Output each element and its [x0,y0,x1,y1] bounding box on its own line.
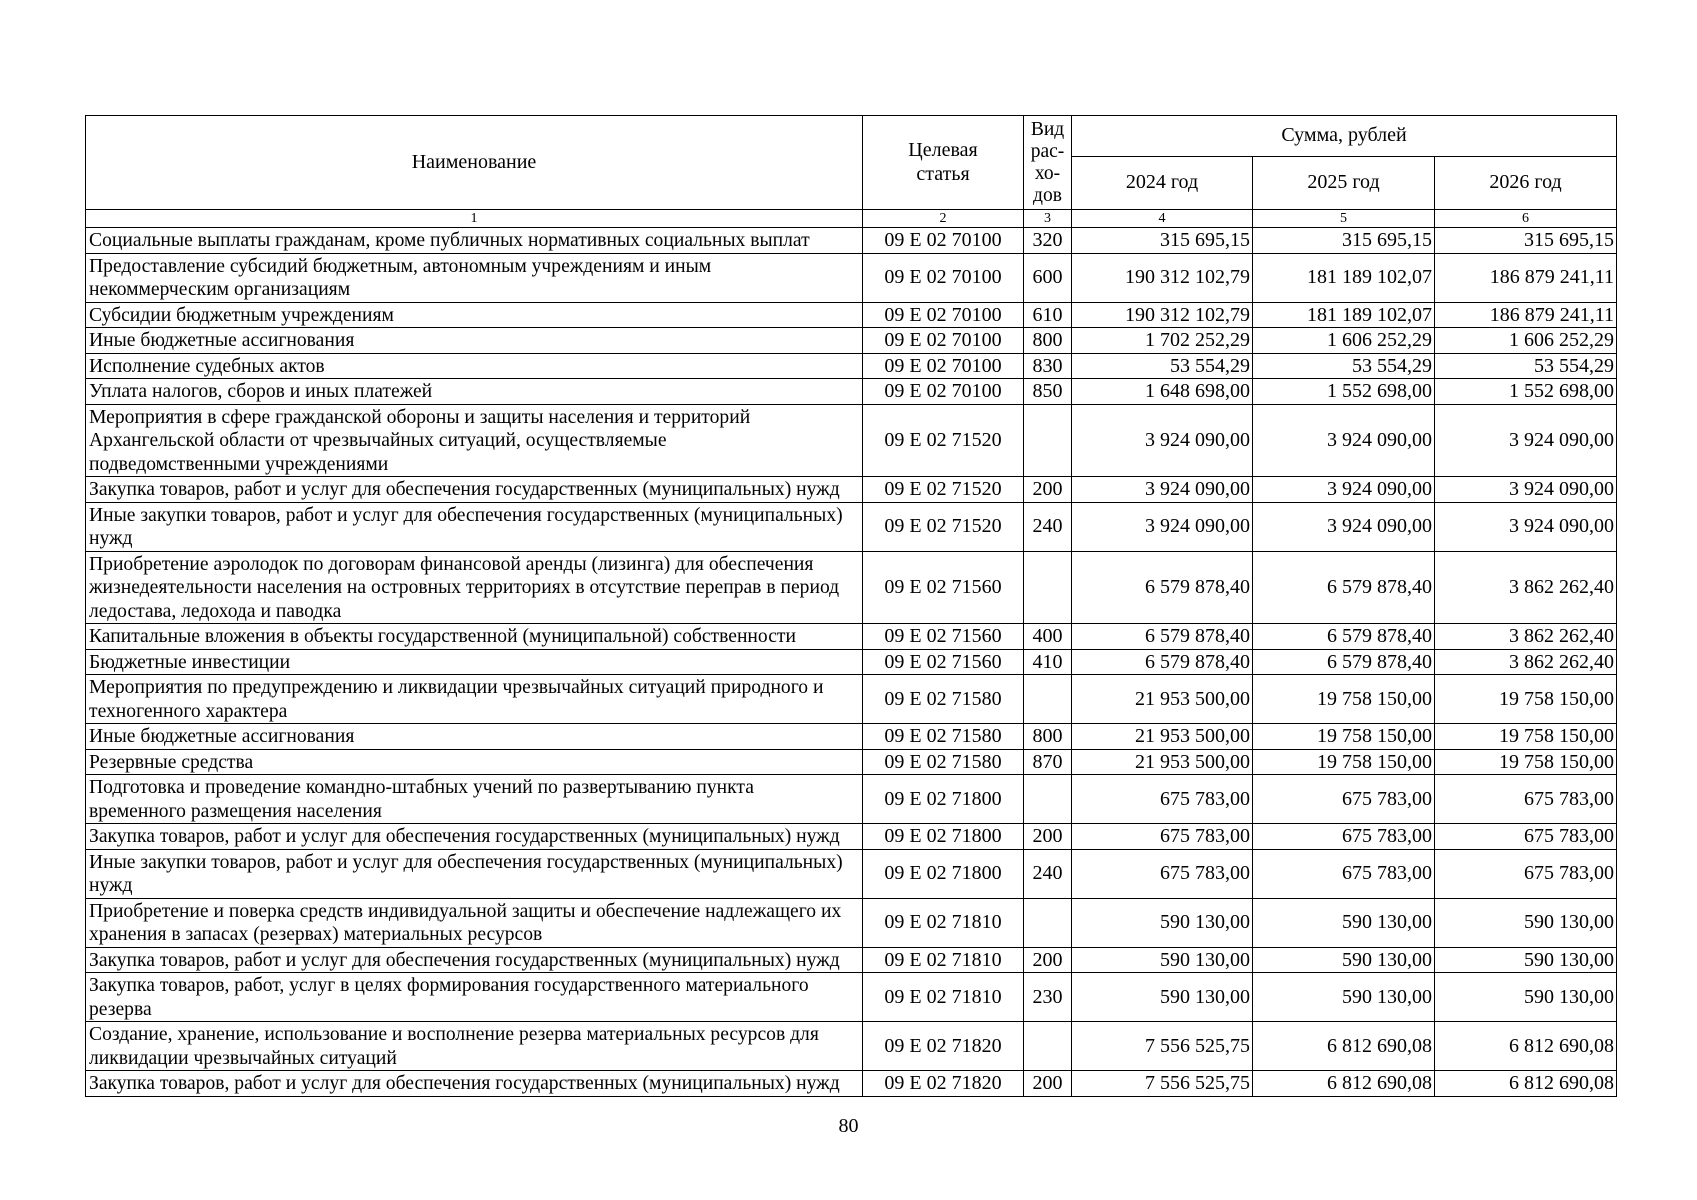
row-amount-2025: 181 189 102,07 [1253,302,1435,328]
row-name-line: Мероприятия по предупреждению и ликвидации чрезвычайных ситуаций природного и [89,677,824,698]
row-name-line: Закупка товаров, работ и услуг для обеспечения государственных (муниципальных) нужд [89,949,840,971]
column-number: 3 [1024,210,1072,228]
row-expense-kind: 240 [1024,849,1072,898]
row-amount-2024: 7 556 525,75 [1072,1022,1253,1071]
row-name-line: Архангельской области от чрезвычайных ситуаций, осуществляемые [89,430,667,451]
column-header-year-2024: 2024 год [1072,157,1253,210]
row-expense-kind [1024,551,1072,624]
row-name [86,302,863,328]
row-name [86,624,863,650]
header-row [86,116,1617,157]
row-name-line: Иные закупки товаров, работ и услуг для обеспечения государственных (муниципальных) [89,504,843,526]
row-expense-kind: 200 [1024,1071,1072,1097]
row-name [86,551,863,624]
row-amount-2025: 19 758 150,00 [1253,675,1435,724]
row-name [86,649,863,675]
row-name-line: Закупка товаров, работ и услуг для обеспечения государственных (муниципальных) нужд [89,479,840,500]
table-row [86,649,1617,675]
row-amount-2024: 3 924 090,00 [1072,502,1253,551]
row-amount-2024: 675 783,00 [1072,849,1253,898]
row-amount-2024: 590 130,00 [1072,947,1253,973]
table-header [86,116,1617,210]
row-name-line: жизнедеятельности населения на островных территориях в отсутствие переправ в период [89,577,840,598]
row-amount-2026: 590 130,00 [1435,973,1617,1022]
row-amount-2025: 6 812 690,08 [1253,1022,1435,1071]
column-number: 1 [86,210,863,228]
row-amount-2025: 675 783,00 [1253,775,1435,824]
row-amount-2025: 1 606 252,29 [1253,328,1435,354]
row-target-code: 09 E 02 71580 [863,749,1024,775]
column-number: 4 [1072,210,1253,228]
column-number: 6 [1435,210,1617,228]
column-header-target-line: Целевая [908,139,978,161]
row-amount-2025: 6 812 690,08 [1253,1071,1435,1097]
table-row [86,1071,1617,1097]
column-header-year-2025: 2025 год [1253,157,1435,210]
row-expense-kind: 200 [1024,477,1072,503]
row-amount-2024: 675 783,00 [1072,775,1253,824]
row-amount-2026: 19 758 150,00 [1435,724,1617,750]
row-name-line: Мероприятия в сфере гражданской обороны и защиты населения и территорий [89,406,751,428]
table-row [86,551,1617,624]
row-name [86,824,863,850]
table-body [86,210,1617,1097]
row-amount-2024: 6 579 878,40 [1072,649,1253,675]
row-amount-2026: 186 879 241,11 [1435,253,1617,302]
row-amount-2024: 675 783,00 [1072,824,1253,850]
row-name [86,675,863,724]
row-amount-2026: 3 924 090,00 [1435,477,1617,503]
row-name-line: Социальные выплаты гражданам, кроме публичных нормативных социальных выплат [89,230,810,251]
row-amount-2025: 3 924 090,00 [1253,502,1435,551]
row-expense-kind: 200 [1024,947,1072,973]
row-amount-2024: 21 953 500,00 [1072,749,1253,775]
row-expense-kind [1024,1022,1072,1071]
row-amount-2024: 53 554,29 [1072,353,1253,379]
row-name-line: Исполнение судебных актов [89,355,325,377]
table-row [86,328,1617,354]
table-row [86,898,1617,947]
row-name [86,947,863,973]
row-name-line: Создание, хранение, использование и восполнение резерва материальных ресурсов для [89,1024,819,1045]
row-target-code: 09 E 02 71820 [863,1071,1024,1097]
row-name-line: техногенного характера [89,700,288,722]
row-expense-kind: 320 [1024,228,1072,254]
table-row [86,724,1617,750]
row-amount-2026: 6 812 690,08 [1435,1071,1617,1097]
row-target-code: 09 E 02 71520 [863,502,1024,551]
row-name-line: Субсидии бюджетным учреждениям [89,304,394,326]
budget-table [85,115,1617,1097]
row-amount-2024: 6 579 878,40 [1072,551,1253,624]
column-header-target-line: статья [916,162,970,185]
row-target-code: 09 E 02 70100 [863,353,1024,379]
row-name [86,379,863,405]
row-name-line: нужд [89,875,133,896]
row-amount-2026: 19 758 150,00 [1435,749,1617,775]
row-target-code: 09 E 02 71800 [863,824,1024,850]
row-target-code: 09 E 02 71520 [863,477,1024,503]
row-target-code: 09 E 02 70100 [863,253,1024,302]
column-header-kind [1024,116,1072,210]
table-row [86,477,1617,503]
row-amount-2026: 675 783,00 [1435,775,1617,824]
row-amount-2025: 675 783,00 [1253,849,1435,898]
row-amount-2024: 6 579 878,40 [1072,624,1253,650]
row-name [86,898,863,947]
table-row [86,502,1617,551]
row-target-code: 09 E 02 71520 [863,404,1024,477]
row-amount-2025: 6 579 878,40 [1253,551,1435,624]
row-amount-2025: 3 924 090,00 [1253,404,1435,477]
row-target-code: 09 E 02 71580 [863,675,1024,724]
row-name [86,404,863,477]
row-name-line: Закупка товаров, работ и услуг для обеспечения государственных (муниципальных) нужд [89,826,840,847]
row-target-code: 09 E 02 71560 [863,551,1024,624]
row-name [86,1071,863,1097]
column-header-kind-line: дов [1033,184,1062,206]
table-row [86,775,1617,824]
row-expense-kind [1024,898,1072,947]
row-amount-2025: 590 130,00 [1253,898,1435,947]
column-header-kind-line: рас- [1030,140,1065,162]
row-name-line: Иные бюджетные ассигнования [89,726,355,747]
column-number: 2 [863,210,1024,228]
table-row [86,947,1617,973]
row-amount-2025: 6 579 878,40 [1253,649,1435,675]
row-name [86,775,863,824]
row-amount-2026: 6 812 690,08 [1435,1022,1617,1071]
row-amount-2025: 1 552 698,00 [1253,379,1435,405]
row-name [86,973,863,1022]
row-amount-2025: 6 579 878,40 [1253,624,1435,650]
row-name-line: Бюджетные инвестиции [89,651,291,673]
row-name-line: Капитальные вложения в объекты государственной (муниципальной) собственности [89,626,796,647]
row-amount-2025: 3 924 090,00 [1253,477,1435,503]
row-expense-kind: 600 [1024,253,1072,302]
table-row [86,824,1617,850]
row-target-code: 09 E 02 70100 [863,302,1024,328]
row-target-code: 09 E 02 71560 [863,624,1024,650]
column-header-year-2026: 2026 год [1435,157,1617,210]
row-target-code: 09 E 02 70100 [863,328,1024,354]
row-amount-2026: 1 552 698,00 [1435,379,1617,405]
row-amount-2024: 21 953 500,00 [1072,724,1253,750]
row-name [86,228,863,254]
row-expense-kind: 850 [1024,379,1072,405]
row-amount-2026: 675 783,00 [1435,849,1617,898]
row-amount-2024: 190 312 102,79 [1072,302,1253,328]
row-expense-kind: 230 [1024,973,1072,1022]
row-amount-2025: 315 695,15 [1253,228,1435,254]
row-expense-kind: 800 [1024,724,1072,750]
row-expense-kind: 400 [1024,624,1072,650]
table-row [86,302,1617,328]
table-row [86,1022,1617,1071]
row-name [86,353,863,379]
column-number: 5 [1253,210,1435,228]
row-target-code: 09 E 02 71560 [863,649,1024,675]
row-expense-kind [1024,675,1072,724]
row-amount-2025: 675 783,00 [1253,824,1435,850]
row-name-line: хранения в запасах (резервах) материальных ресурсов [89,924,543,945]
table-row [86,404,1617,477]
row-expense-kind: 830 [1024,353,1072,379]
row-target-code: 09 E 02 71810 [863,898,1024,947]
row-target-code: 09 E 02 70100 [863,379,1024,405]
row-amount-2024: 1 702 252,29 [1072,328,1253,354]
row-target-code: 09 E 02 71810 [863,947,1024,973]
row-amount-2024: 1 648 698,00 [1072,379,1253,405]
row-expense-kind: 610 [1024,302,1072,328]
column-header-target [863,116,1024,210]
row-expense-kind: 240 [1024,502,1072,551]
row-target-code: 09 E 02 71800 [863,849,1024,898]
row-expense-kind: 800 [1024,328,1072,354]
row-name-line: резерва [89,998,152,1020]
table-row [86,675,1617,724]
row-amount-2024: 3 924 090,00 [1072,477,1253,503]
row-name-line: Уплата налогов, сборов и иных платежей [89,381,433,402]
row-amount-2025: 19 758 150,00 [1253,749,1435,775]
column-header-kind-line: хо- [1034,162,1061,184]
row-amount-2024: 315 695,15 [1072,228,1253,254]
row-amount-2026: 3 862 262,40 [1435,551,1617,624]
table-row [86,253,1617,302]
row-name-line: Подготовка и проведение командно-штабных учений по развертыванию пункта [89,777,754,798]
page-number: 80 [838,1115,859,1137]
row-amount-2026: 19 758 150,00 [1435,675,1617,724]
row-amount-2026: 3 924 090,00 [1435,404,1617,477]
budget-table-container [85,115,1616,1097]
row-amount-2026: 675 783,00 [1435,824,1617,850]
column-number-row [86,210,1617,228]
row-amount-2026: 3 862 262,40 [1435,624,1617,650]
row-amount-2026: 3 924 090,00 [1435,502,1617,551]
column-header-kind-line: Вид [1030,118,1065,140]
row-expense-kind: 200 [1024,824,1072,850]
table-row [86,973,1617,1022]
row-name [86,328,863,354]
row-amount-2026: 590 130,00 [1435,947,1617,973]
row-name-line: подведомственными учреждениями [89,453,389,475]
row-target-code: 09 E 02 71800 [863,775,1024,824]
table-row [86,353,1617,379]
table-row [86,379,1617,405]
row-amount-2024: 590 130,00 [1072,898,1253,947]
row-name [86,749,863,775]
row-name-line: ледостава, ледохода и паводка [89,600,342,622]
row-name [86,502,863,551]
row-name [86,1022,863,1071]
row-amount-2024: 590 130,00 [1072,973,1253,1022]
row-amount-2025: 53 554,29 [1253,353,1435,379]
row-name-line: Закупка товаров, работ и услуг для обеспечения государственных (муниципальных) нужд [89,1073,840,1094]
row-name-line: Закупка товаров, работ, услуг в целях формирования государственного материального [89,975,809,996]
row-name-line: временного размещения населения [89,800,382,822]
row-name-line: некоммерческим организациям [89,279,351,300]
row-name-line: Иные закупки товаров, работ и услуг для обеспечения государственных (муниципальных) [89,851,843,873]
row-amount-2026: 590 130,00 [1435,898,1617,947]
row-name [86,253,863,302]
row-amount-2026: 315 695,15 [1435,228,1617,254]
table-row [86,849,1617,898]
row-target-code: 09 E 02 71820 [863,1022,1024,1071]
row-name-line: Резервные средства [89,751,254,773]
row-name-line: нужд [89,528,133,549]
row-name [86,849,863,898]
row-name-line: Приобретение и поверка средств индивидуальной защиты и обеспечение надлежащего их [89,900,842,922]
row-expense-kind: 410 [1024,649,1072,675]
row-name-line: Предоставление субсидий бюджетным, автономным учреждениям и иным [89,255,712,277]
table-row [86,228,1617,254]
row-target-code: 09 E 02 71810 [863,973,1024,1022]
row-name-line: Приобретение аэролодок по договорам финансовой аренды (лизинга) для обеспечения [89,553,814,575]
row-amount-2025: 590 130,00 [1253,973,1435,1022]
column-header-name: Наименование [86,116,863,210]
row-amount-2024: 7 556 525,75 [1072,1071,1253,1097]
column-header-sum: Сумма, рублей [1072,116,1617,157]
row-name-line: ликвидации чрезвычайных ситуаций [89,1047,397,1069]
table-row [86,624,1617,650]
row-amount-2024: 21 953 500,00 [1072,675,1253,724]
row-amount-2024: 3 924 090,00 [1072,404,1253,477]
row-name [86,724,863,750]
row-amount-2025: 181 189 102,07 [1253,253,1435,302]
row-name [86,477,863,503]
row-amount-2026: 1 606 252,29 [1435,328,1617,354]
row-expense-kind [1024,404,1072,477]
row-name-line: Иные бюджетные ассигнования [89,330,355,351]
table-row [86,749,1617,775]
row-amount-2024: 190 312 102,79 [1072,253,1253,302]
row-target-code: 09 E 02 70100 [863,228,1024,254]
row-target-code: 09 E 02 71580 [863,724,1024,750]
row-amount-2025: 590 130,00 [1253,947,1435,973]
row-amount-2026: 53 554,29 [1435,353,1617,379]
row-amount-2026: 3 862 262,40 [1435,649,1617,675]
row-amount-2026: 186 879 241,11 [1435,302,1617,328]
row-amount-2025: 19 758 150,00 [1253,724,1435,750]
row-expense-kind [1024,775,1072,824]
row-expense-kind: 870 [1024,749,1072,775]
